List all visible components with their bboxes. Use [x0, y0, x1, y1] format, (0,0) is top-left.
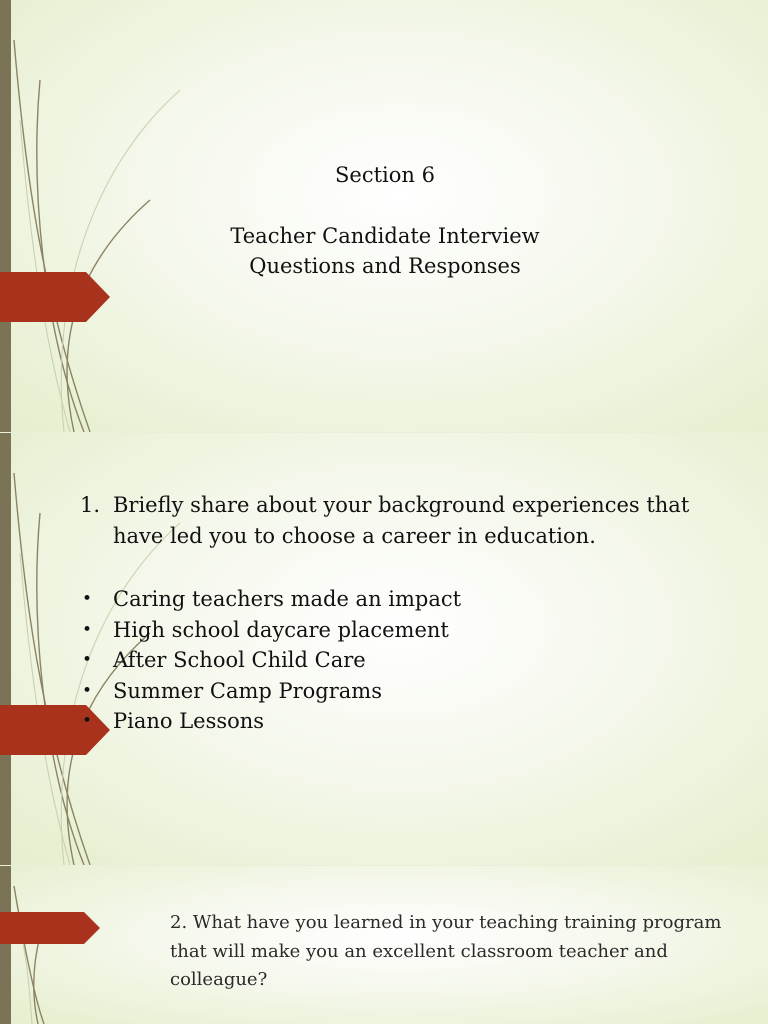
response-list	[80, 584, 461, 737]
bullet-icon: •	[82, 711, 93, 731]
list-item: • Summer Camp Programs	[80, 676, 461, 707]
bullet-icon: •	[82, 680, 93, 701]
section-heading: Section 6	[335, 163, 435, 187]
slide-question-1	[0, 433, 768, 865]
slide-question-2	[0, 866, 768, 1024]
bullet-icon: •	[82, 619, 93, 640]
list-item: • Caring teachers made an impact	[80, 584, 461, 615]
title-line-2: Questions and Responses	[249, 254, 521, 278]
list-item: • After School Child Care	[80, 645, 461, 676]
list-item: • Piano Lessons	[80, 706, 461, 737]
question-number: 1.	[80, 493, 101, 517]
slide-title	[0, 0, 768, 432]
title-block	[160, 160, 610, 281]
question-text: Briefly share about your background experiences that have led you to choose a career in education.	[113, 493, 690, 548]
bullet-icon: •	[82, 589, 93, 609]
title-line-1: Teacher Candidate Interview	[230, 224, 540, 248]
red-arrow-tab	[0, 912, 100, 944]
question-2-text: 2. What have you learned in your teaching training program that will make you an excellent classroom teacher and colleague?	[170, 912, 722, 990]
list-item: • High school daycare placement	[80, 615, 461, 646]
bullet-icon: •	[82, 650, 93, 670]
swoosh-decoration	[0, 866, 190, 1024]
